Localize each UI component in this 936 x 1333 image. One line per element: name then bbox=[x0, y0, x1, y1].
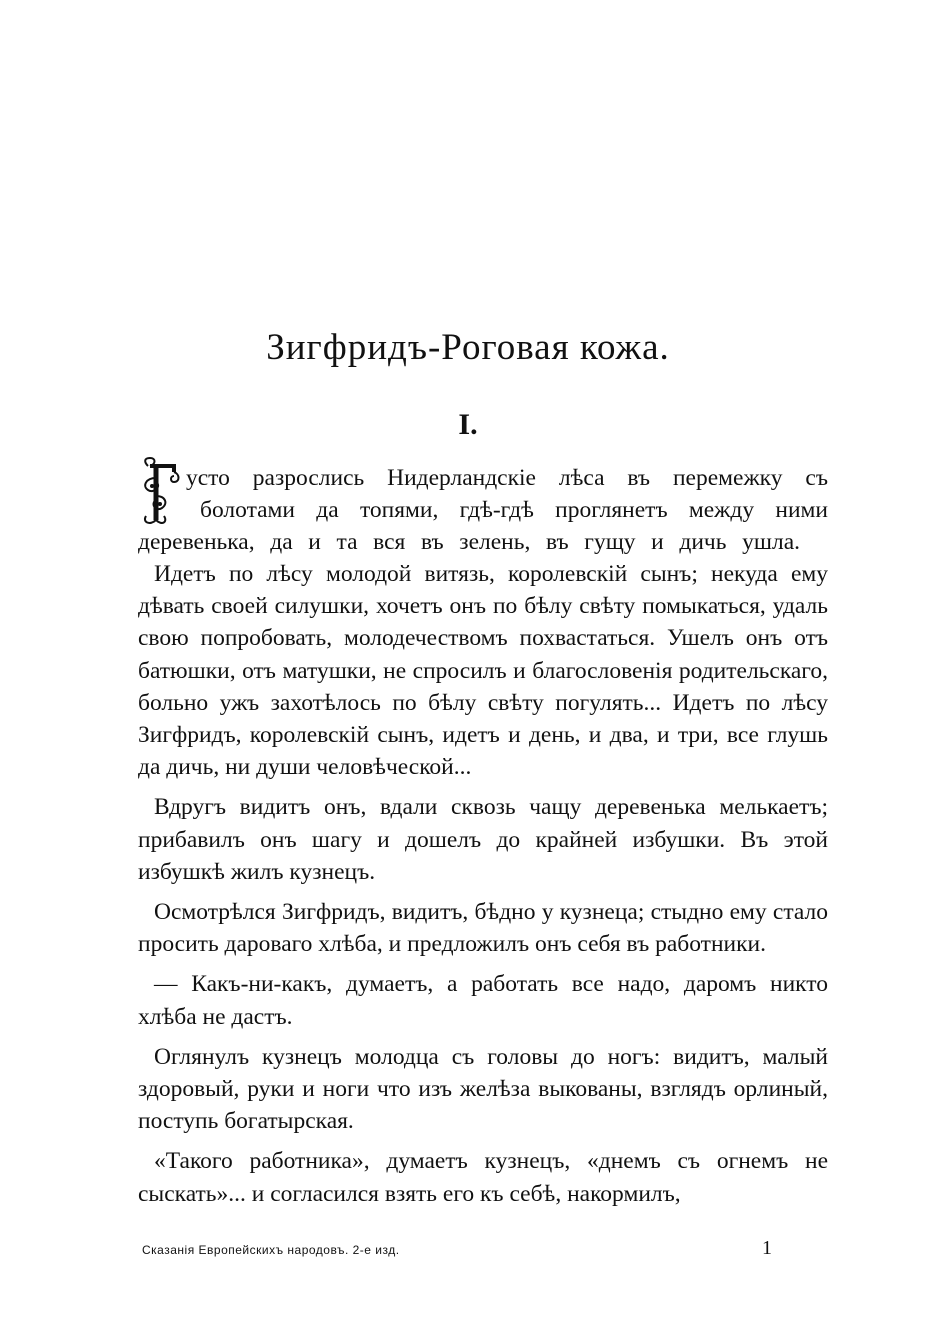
first-paragraph bbox=[138, 462, 828, 558]
first-paragraph-line: деревенька, да и та вся въ зелень, въ гущу и дичь ушла. bbox=[138, 529, 800, 555]
paragraph: Осмотрѣлся Зигфридъ, видитъ, бѣдно у кузнеца; стыдно ему стало просить дароваго хлѣба, и предложилъ онъ себя въ работники. bbox=[138, 899, 828, 958]
paragraph: Идетъ по лѣсу молодой витязь, королевскій сынъ; некуда ему дѣвать своей силушки, хочетъ онъ по бѣлу свѣту помыкаться, удаль свою попробовать, молодечествомъ похвастаться. Ушелъ онъ отъ батюшки, отъ матушки, не спросилъ и благословенія родительскаго, больно ужъ захотѣлось по бѣлу свѣту погулять... Идетъ по лѣсу Зигфридъ, королевскій сынъ, идетъ и день, и два, и три, все глушь да дичь, ни души человѣческой... bbox=[138, 561, 828, 781]
paragraph: Вдругъ видитъ онъ, вдали сквозь чащу деревенька мелькаетъ; прибавилъ онъ шагу и дошелъ до крайней избушки. Въ этой избушкѣ жилъ кузнецъ. bbox=[138, 794, 828, 885]
paragraph: «Такого работника», думаетъ кузнецъ, «днемъ съ огнемъ не сыскать»... и согласился взять его къ себѣ, накормилъ, bbox=[138, 1148, 828, 1207]
paragraph: Оглянулъ кузнецъ молодца съ головы до ногъ: видитъ, малый здоровый, руки и ноги что изъ желѣза выкованы, взглядъ орлиный, поступь богатырская. bbox=[138, 1043, 828, 1135]
first-paragraph-line: болотами да топями, гдѣ-гдѣ проглянетъ между ними bbox=[200, 497, 828, 523]
page-title: Зигфридъ-Роговая кожа. bbox=[266, 327, 670, 368]
body-text bbox=[138, 462, 828, 1218]
ornate-letter-icon bbox=[138, 456, 184, 528]
first-paragraph-line: усто разрослись Нидерландскіе лѣса въ перемежку съ bbox=[186, 465, 828, 491]
page-number: 1 bbox=[762, 1237, 772, 1259]
paragraph: — Какъ-ни-какъ, думаетъ, а работать все надо, даромъ никто хлѣба не дастъ. bbox=[138, 971, 828, 1030]
chapter-number: I. bbox=[458, 408, 478, 441]
footer-source: Сказанія Европейскихъ народовъ. 2-е изд. bbox=[142, 1243, 400, 1257]
